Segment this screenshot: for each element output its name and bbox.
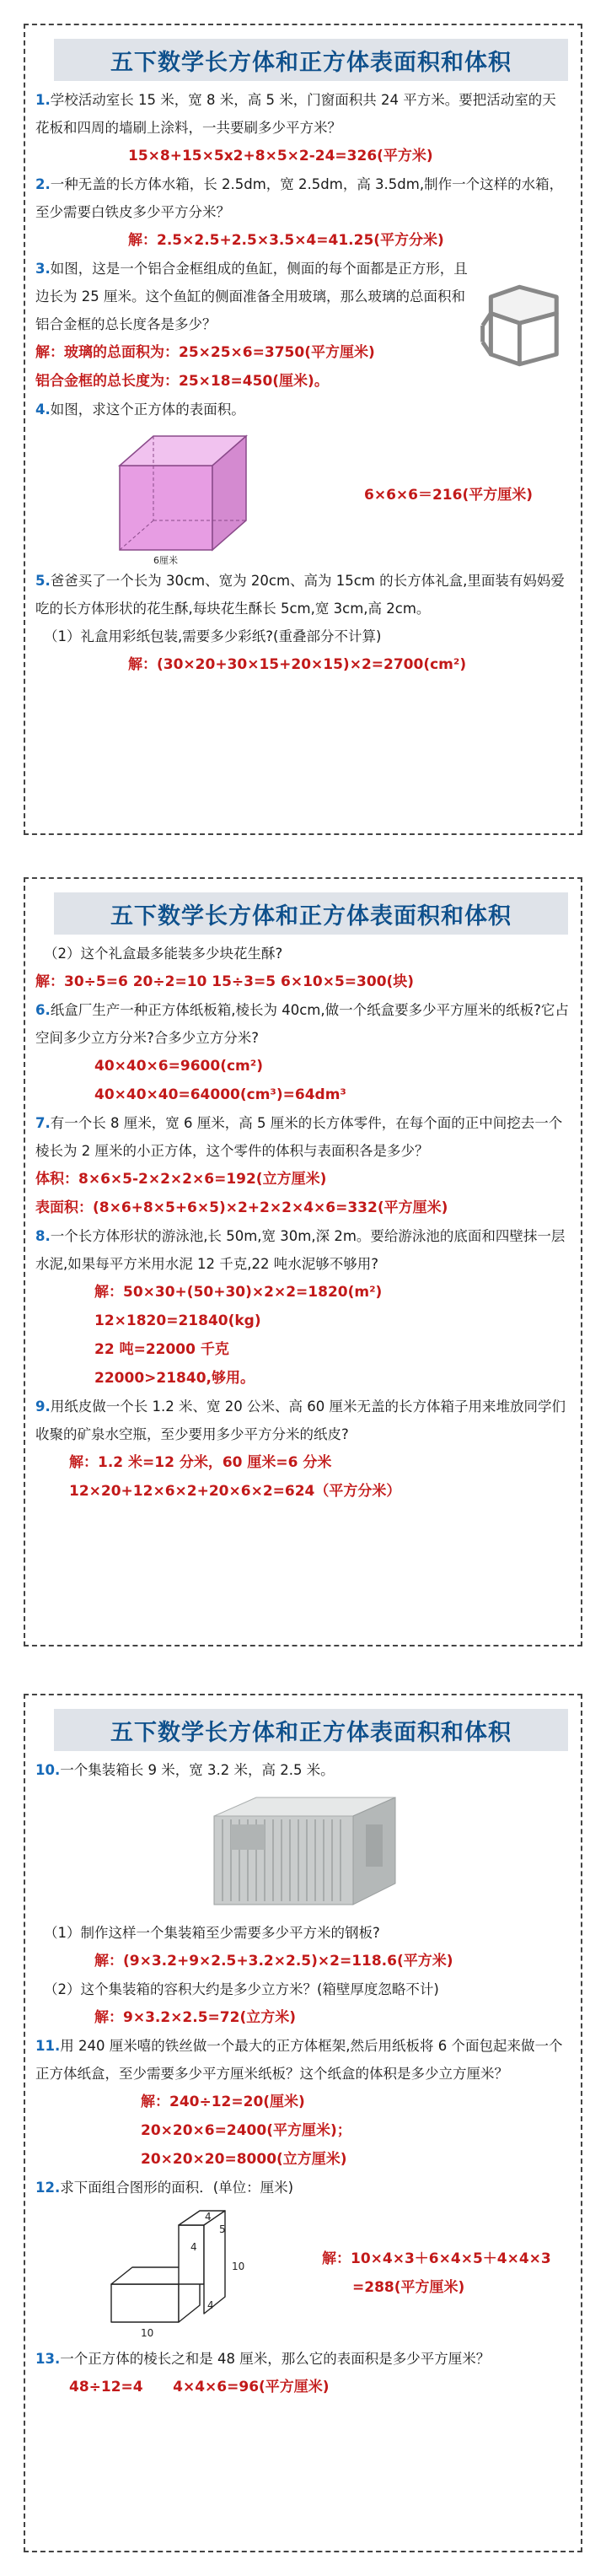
answer-8c: 22 吨=22000 千克	[94, 1341, 229, 1358]
answer-4: 6×6×6＝216(平方厘米)	[364, 487, 533, 504]
question-number: 4.	[35, 401, 51, 418]
dim-label: 4	[205, 2210, 212, 2223]
question-1	[35, 86, 569, 142]
question-text: 用 240 厘米嘻的铁丝做一个最大的正方体框架,然后用纸板将 6 个面包起来做一个正方体纸盒，至少需要多少平方厘米纸板？这个纸盒的体积是多少立方厘米？	[35, 2038, 563, 2082]
question-number: 3.	[35, 261, 51, 277]
answer-3a: 解：玻璃的总面积为：25×25×6=3750(平方厘米)	[35, 344, 375, 361]
question-number: 9.	[35, 1398, 51, 1415]
question-text: 如图，求这个正方体的表面积。	[50, 401, 245, 418]
question-3	[35, 255, 470, 338]
question-6	[35, 996, 569, 1052]
answer-6b: 40×40×40=64000(cm³)=64dm³	[94, 1086, 346, 1103]
worksheet-card-3	[24, 1694, 582, 2552]
answer-7b: 表面积：(8×6+8×5+6×5)×2+2×2×4×6=332(平方厘米)	[35, 1199, 448, 1216]
question-13	[35, 2345, 569, 2373]
dim-label: 4	[190, 2240, 197, 2253]
question-10-part-1: （1）制作这样一个集装箱至少需要多少平方米的钢板?	[44, 1925, 380, 1941]
dim-label: 4	[207, 2298, 214, 2311]
shipping-container-image	[197, 1791, 408, 1913]
answer-11a: 解：240÷12=20(厘米)	[141, 2094, 305, 2110]
answer-8b: 12×1820=21840(kg)	[94, 1312, 261, 1329]
question-text: 用纸皮做一个长 1.2 米、宽 20 公米、高 60 厘米无盖的长方体箱子用来堆放同学们收聚的矿泉水空瓶，至少要用多少平方分米的纸皮?	[35, 1398, 566, 1442]
question-number: 12.	[35, 2180, 61, 2196]
question-number: 7.	[35, 1115, 51, 1131]
dim-label: 10	[232, 2260, 245, 2272]
question-12-figure-row	[35, 2201, 569, 2345]
question-text: 学校活动室长 15 米，宽 8 米，高 5 米，门窗面积共 24 平方米。要把活动室的天花板和四周的墙刷上涂料，一共要刷多少平方米？	[35, 92, 556, 136]
question-text: 一个正方体的棱长之和是 48 厘米，那么它的表面积是多少平方厘米？	[60, 2351, 491, 2367]
question-number: 1.	[35, 92, 51, 108]
composite-figure	[94, 2204, 297, 2343]
question-number: 11.	[35, 2038, 61, 2054]
container-image-row	[35, 1784, 569, 1919]
question-5-part-1: （1）礼盒用彩纸包装,需要多少彩纸?(重叠部分不计算)	[44, 628, 382, 644]
fish-tank-figure	[470, 279, 569, 372]
answer-12	[322, 2245, 551, 2302]
dim-label: 10	[141, 2326, 154, 2339]
question-8	[35, 1222, 569, 1278]
question-text: 如图，这是一个铝合金框组成的鱼缸，侧面的每个面都是正方形，且边长为 25 厘米。这个鱼缸的侧面准备全用玻璃，那么玻璃的总面积和铝合金框的总长度各是多少？	[35, 261, 468, 332]
answer-5b: 解：30÷5=6 20÷2=10 15÷3=5 6×10×5=300(块)	[35, 973, 415, 990]
question-5	[35, 567, 569, 622]
question-number: 10.	[35, 1762, 61, 1778]
question-4-figure-row	[35, 423, 569, 567]
answer-6a: 40×40×6=9600(cm²)	[94, 1058, 263, 1075]
worksheet-card-2	[24, 877, 582, 1646]
question-number: 6.	[35, 1002, 51, 1018]
question-number: 13.	[35, 2351, 61, 2367]
question-3-block	[35, 255, 569, 396]
answer-2: 解：2.5×2.5+2.5×3.5×4=41.25(平方分米)	[128, 232, 444, 249]
answer-13: 48÷12=4 4×4×6=96(平方厘米)	[69, 2379, 330, 2395]
cube-side-label: 6厘米	[153, 555, 178, 566]
question-11	[35, 2032, 569, 2088]
cube-figure	[86, 423, 305, 567]
question-text: 一个集装箱长 9 米，宽 3.2 米，高 2.5 米。	[60, 1762, 335, 1778]
question-text: 一个长方体形状的游泳池,长 50m,宽 30m,深 2m。要给游泳池的底面和四壁抹一层水泥,如果每平方米用水泥 12 千克,22 吨水泥够不够用?	[35, 1228, 566, 1272]
question-12	[35, 2174, 569, 2201]
answer-9a: 解：1.2 米=12 分米，60 厘米=6 分米	[69, 1454, 332, 1471]
answer-11b: 20×20×6=2400(平方厘米)；	[141, 2122, 351, 2139]
question-5-part-2: （2）这个礼盒最多能装多少块花生酥?	[44, 946, 283, 962]
question-text: 爸爸买了一个长为 30cm、宽为 20cm、高为 15cm 的长方体礼盒,里面装有妈妈爱吃的长方体形状的花生酥,每块花生酥长 5cm,宽 3cm,高 2cm。	[35, 573, 565, 617]
question-text: 一种无盖的长方体水箱，长 2.5dm，宽 2.5dm，高 3.5dm,制作一个这样的水箱，至少需要白铁皮多少平方分米？	[35, 176, 564, 220]
question-number: 2.	[35, 176, 51, 192]
answer-7a: 体积：8×6×5-2×2×2×6=192(立方厘米)	[35, 1171, 327, 1188]
dim-label: 5	[219, 2223, 226, 2235]
question-number: 5.	[35, 573, 51, 589]
question-text: 有一个长 8 厘米，宽 6 厘米，高 5 厘米的长方体零件，在每个面的正中间挖去一个棱长为 2 厘米的小正方体，这个零件的体积与表面积各是多少？	[35, 1115, 563, 1159]
question-text: 纸盒厂生产一种正方体纸板箱,棱长为 40cm,做一个纸盒要多少平方厘米的纸板?它占空间多少立方分米?合多少立方分米?	[35, 1002, 569, 1046]
answer-3b: 铝合金框的总长度为：25×18=450(厘米)。	[35, 373, 329, 390]
answer-12a: 解：10×4×3＋6×4×5＋4×4×3	[322, 2250, 551, 2267]
answer-11c: 20×20×20=8000(立方厘米)	[141, 2151, 347, 2168]
answer-8d: 22000>21840,够用。	[94, 1370, 255, 1387]
answer-12b: =288(平方厘米)	[352, 2279, 465, 2296]
card-title: 五下数学长方体和正方体表面积和体积	[54, 892, 568, 935]
card-title: 五下数学长方体和正方体表面积和体积	[54, 39, 568, 81]
question-9	[35, 1393, 569, 1448]
answer-10b: 解：9×3.2×2.5=72(立方米)	[94, 2009, 296, 2026]
answer-9b: 12×20+12×6×2+20×6×2=624（平方分米）	[69, 1483, 401, 1500]
question-10-part-2: （2）这个集装箱的容积大约是多少立方米？(箱壁厚度忽略不计)	[44, 1981, 439, 1997]
worksheet-card-1	[24, 24, 582, 835]
question-text: 求下面组合图形的面积．(单位：厘米)	[60, 2180, 294, 2196]
question-2	[35, 170, 569, 226]
answer-5a: 解：(30×20+30×15+20×15)×2=2700(cm²)	[128, 656, 467, 673]
answer-10a: 解：(9×3.2+9×2.5+3.2×2.5)×2=118.6(平方米)	[94, 1953, 453, 1970]
question-4	[35, 396, 569, 423]
answer-8a: 解：50×30+(50+30)×2×2=1820(m²)	[94, 1284, 383, 1301]
question-10	[35, 1756, 569, 1784]
question-number: 8.	[35, 1228, 51, 1244]
question-7	[35, 1109, 569, 1165]
answer-1: 15×8+15×5x2+8×5×2-24=326(平方米)	[128, 148, 433, 164]
card-title: 五下数学长方体和正方体表面积和体积	[54, 1709, 568, 1751]
